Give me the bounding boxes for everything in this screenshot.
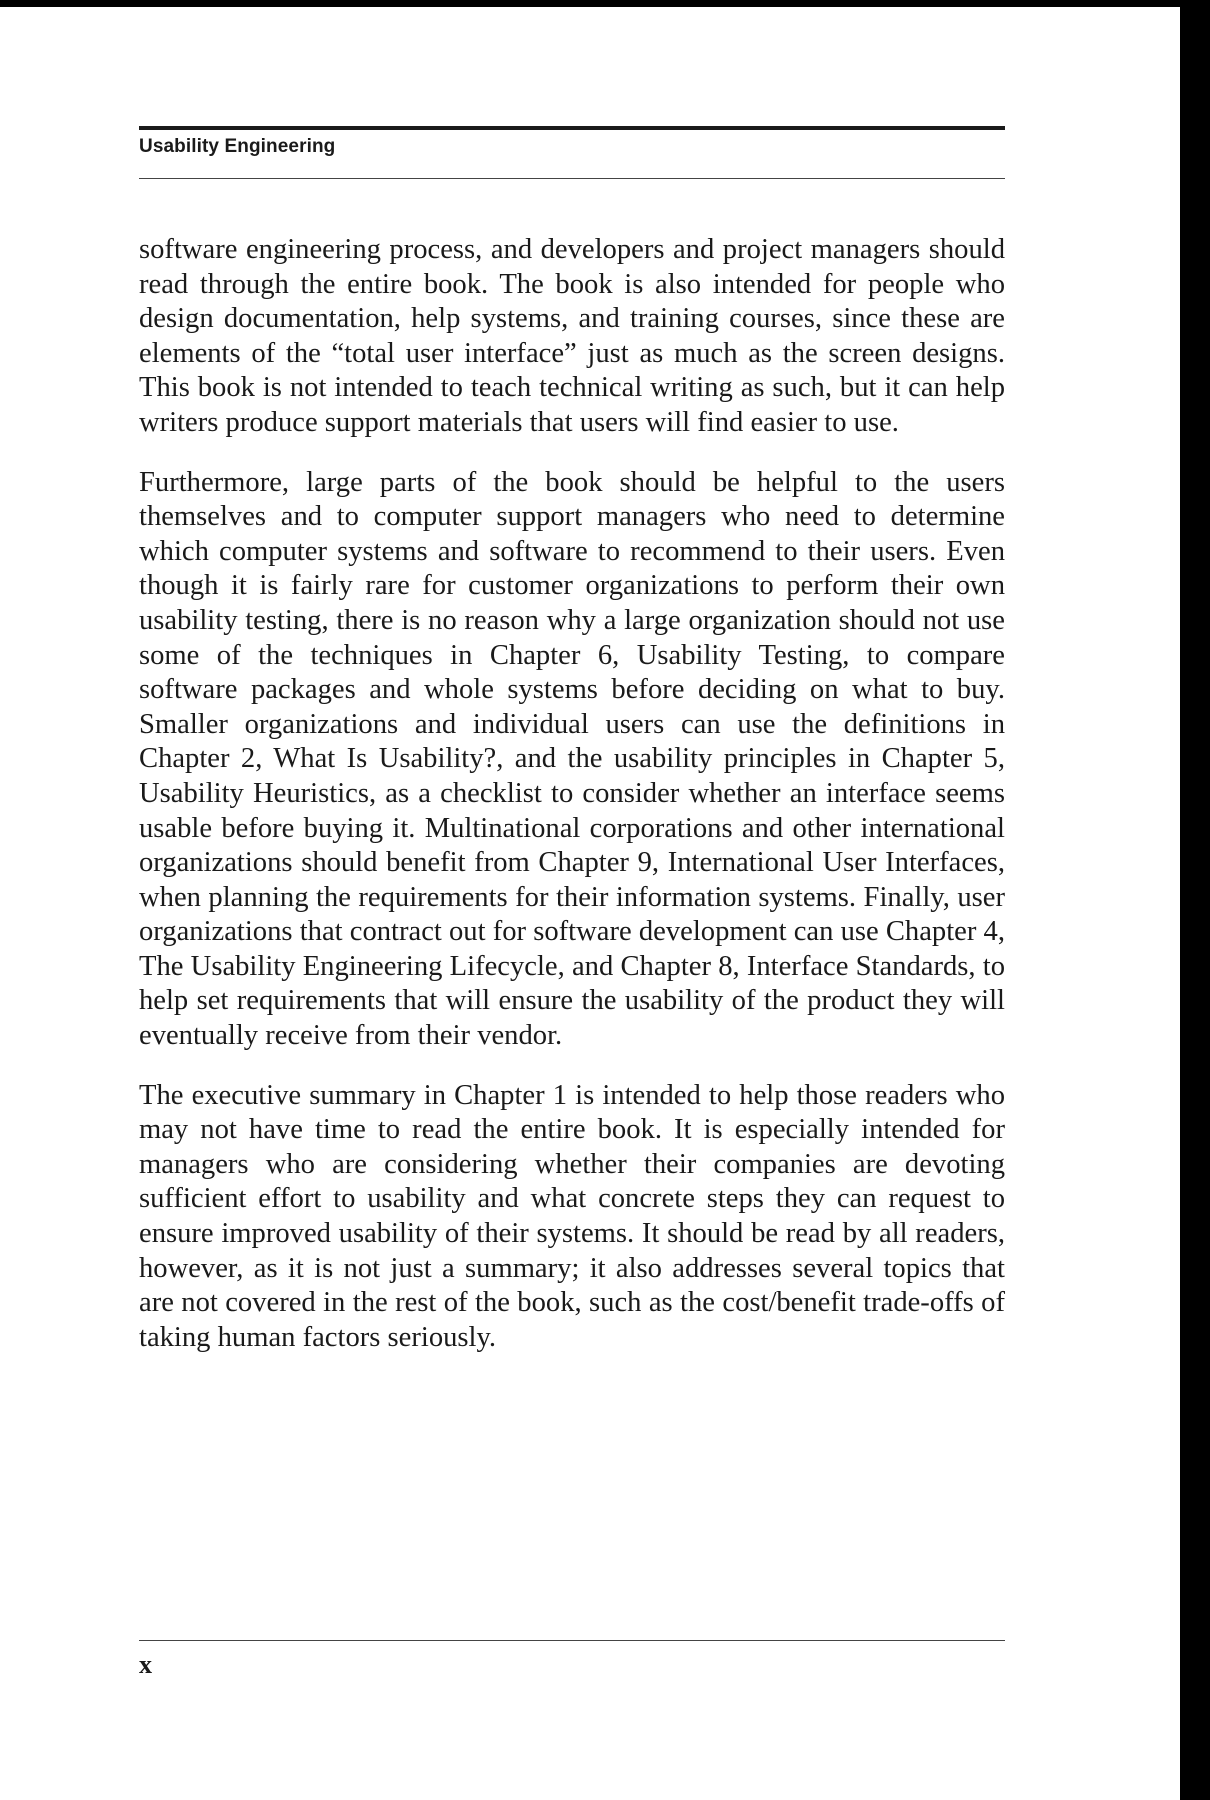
header-thick-rule xyxy=(139,126,1005,130)
paragraph-1: software engineering process, and developers and project managers should read through the entire book. The book is also intended for people who design documentation, help systems, and training courses, since these are elements of the “total user interface” just as much as the screen designs. This book is not intended to teach technical writing as such, but it can help writers produce support materials that users will find easier to use. xyxy=(139,234,1005,438)
header-thin-rule xyxy=(139,178,1005,179)
running-head: Usability Engineering xyxy=(139,136,336,157)
page-right-border xyxy=(1180,0,1210,1800)
footer-rule xyxy=(139,1640,1005,1641)
paragraph-3: The executive summary in Chapter 1 is intended to help those readers who may not have time to read the entire book. It is especially intended for managers who are considering whether their companies are devoting sufficient effort to usability and what concrete steps they can request to ensure improved usability of their systems. It should be read by all readers, however, as it is not just a summary; it also addresses several topics that are not covered in the rest of the book, such as the cost/benefit trade-offs of taking human factors seriously. xyxy=(139,1079,1005,1353)
paragraph-2: Furthermore, large parts of the book should be helpful to the users themselves and to computer support managers who need to determine which computer systems and software to recommend to their users. Even though it is fairly rare for customer organizations to perform their own usability testing, there is no reason why a large organization should not use some of the techniques in Chapter 6, Usability Testing, to compare software packages and whole systems before deciding on what to buy. Smaller organizations and individual users can use the definitions in Chapter 2, What Is Usability?, and the usability principles in Chapter 5, Usability Heuristics, as a checklist to consider whether an interface seems usable before buying it. Multinational corporations and other international organizations should benefit from Chapter 9, International User Interfaces, when planning the requirements for their information systems. Finally, user organizations that contract out for software development can use Chapter 4, The Usability Engineering Lifecycle, and Chapter 8, Interface Standards, to help set requirements that will ensure the usability of the product they will eventually receive from their vendor. xyxy=(139,466,1005,1052)
body-text xyxy=(139,233,1005,1380)
page-top-border xyxy=(0,0,1210,7)
page-number: x xyxy=(139,1650,152,1679)
